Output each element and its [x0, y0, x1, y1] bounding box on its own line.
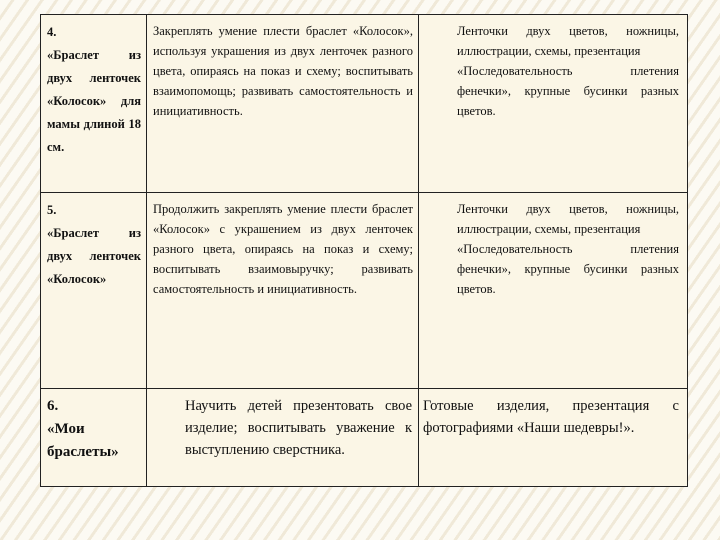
table-row	[41, 15, 688, 193]
lesson-title-cell	[41, 193, 147, 389]
table-row	[41, 389, 688, 487]
table-row	[41, 193, 688, 389]
lesson-title-cell	[41, 389, 147, 487]
lesson-goal: Научить детей презентовать свое изделие; воспитывать уважение к выступлению сверстника.	[185, 398, 412, 458]
lesson-materials-cell	[419, 193, 688, 389]
lesson-goal: Закреплять умение плести браслет «Колосок», используя украшения из двух ленточек разного цвета, опираясь на показ и схему; воспитывать взаимопомощь; развивать самостоятельность и инициативность.	[153, 24, 413, 118]
lesson-title-cell	[41, 15, 147, 193]
lesson-materials-cell	[419, 15, 688, 193]
materials-line: Готовые изделия, презентация с фотографиями «Наши шедевры!».	[423, 398, 679, 436]
lesson-title: «Браслет из двух ленточек «Колосок»	[47, 226, 141, 286]
materials-line: Ленточки двух цветов, ножницы, иллюстрации, схемы, презентация	[457, 24, 679, 58]
lesson-number: 6.	[47, 398, 59, 414]
lesson-goal-cell	[147, 389, 419, 487]
lesson-number: 4.	[47, 25, 57, 39]
lesson-goal-cell	[147, 193, 419, 389]
lesson-materials-cell	[419, 389, 688, 487]
lesson-plan-table	[40, 14, 688, 487]
lesson-title: «Браслет из двух ленточек «Колосок» для мамы длиной 18 см.	[47, 48, 141, 154]
lesson-number: 5.	[47, 203, 57, 217]
materials-line: «Последовательность плетения фенечки», крупные бусинки разных цветов.	[457, 64, 679, 118]
lesson-goal-cell	[147, 15, 419, 193]
materials-line: Ленточки двух цветов, ножницы, иллюстрации, схемы, презентация	[457, 202, 679, 236]
lesson-title: «Мои браслеты»	[47, 421, 119, 460]
lesson-goal: Продолжить закреплять умение плести браслет «Колосок» с украшением из двух ленточек разного цвета, опираясь на показ и схему; воспитывать взаимовыручку; развивать самостоятельность и инициативность.	[153, 202, 413, 296]
materials-line: «Последовательность плетения фенечки», крупные бусинки разных цветов.	[457, 242, 679, 296]
